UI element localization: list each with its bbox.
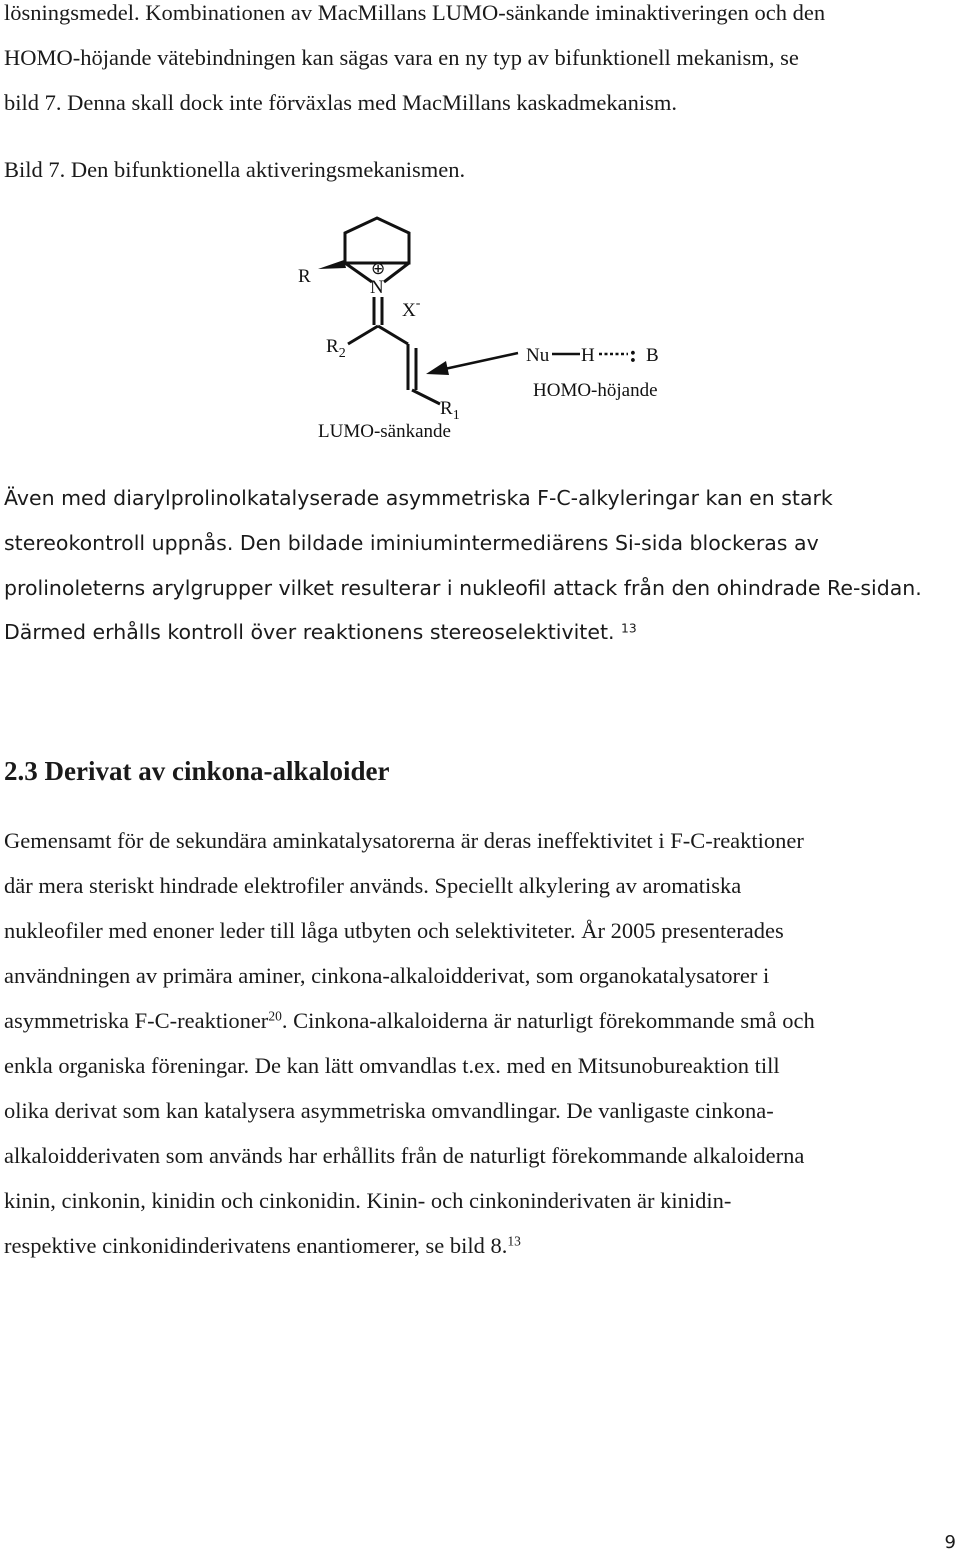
figure-caption: Bild 7. Den bifunktionella aktiveringsmekanismen. (4, 157, 466, 182)
arrow-head-icon (426, 361, 449, 375)
label-lumo: LUMO-sänkande (318, 421, 451, 442)
reaction-scheme-figure (0, 0, 960, 460)
text-line: prolinoleterns arylgrupper vilket resulterar i nukleofil attack från den ohindrade Re-sidan. (4, 576, 922, 600)
text-line: nukleofiler med enoner leder till låga utbyten och selektiviteter. År 2005 presenterades (4, 918, 784, 943)
text-line: Därmed erhålls kontroll över reaktionens stereoselektivitet. $^{13}$ (4, 620, 637, 644)
citation-ref: 13 (507, 1233, 521, 1249)
page-number: 9 (944, 1532, 956, 1553)
c-r1-bond (412, 390, 440, 404)
text-line: bild 7. Denna skall dock inte förväxlas med MacMillans kaskadmekanism. (4, 90, 677, 115)
pyrrolidine-ring (345, 218, 409, 263)
text-line: kinin, cinkonin, kinidin och cinkonidin. Kinin- och cinkoninderivaten är kinidin- (4, 1188, 732, 1213)
text-line: respektive cinkonidinderivatens enantiomerer, se bild 8.13 (4, 1233, 521, 1258)
label-homo: HOMO-höjande (533, 380, 658, 401)
ring-n-bond-left (345, 263, 372, 282)
section-heading: 2.3 Derivat av cinkona-alkaloider (4, 756, 390, 786)
label-h: H (581, 345, 595, 366)
c-c-bond (378, 326, 408, 344)
text-line: där mera steriskt hindrade elektrofiler används. Speciellt alkylering av aromatiska (4, 873, 742, 898)
label-b: B (646, 345, 659, 366)
text-line: lösningsmedel. Kombinationen av MacMillans LUMO-sänkande iminaktiveringen och den (4, 0, 826, 25)
c-r2-bond (348, 326, 378, 344)
text-line: asymmetriska F-C-reaktioner$^{20}$. Cinkona-alkaloiderna är naturligt förekommande små och (4, 1008, 815, 1033)
text-line: användningen av primära aminer, cinkona-alkaloidderivat, som organokatalysatorer i (4, 963, 770, 988)
text-line: olika derivat som kan katalysera asymmetriska omvandlingar. De vanligaste cinkona- (4, 1098, 774, 1123)
citation-ref: 13 (621, 621, 637, 636)
label-nu: Nu (526, 345, 550, 366)
positive-charge-icon: ⊕ (371, 259, 386, 278)
label-r: R (298, 266, 311, 287)
label-r2: $R_2$ (326, 336, 346, 361)
label-r1: $R_1$ (440, 398, 460, 423)
text-line: enkla organiska föreningar. De kan lätt omvandlas t.ex. med en Mitsunobureaktion till (4, 1053, 780, 1078)
label-n: N (370, 277, 384, 298)
attack-arrow (440, 353, 518, 370)
text-line: Gemensamt för de sekundära aminkatalysatorerna är deras ineffektivitet i F-C-reaktioner (4, 828, 804, 853)
text-line: HOMO-höjande vätebindningen kan sägas vara en ny typ av bifunktionell mekanism, se (4, 45, 799, 70)
lone-pair-icon: : (629, 342, 637, 368)
text-line: stereokontroll uppnås. Den bildade iminiumintermediärens Si-sida blockeras av (4, 531, 819, 555)
text-line: Även med diarylprolinolkatalyserade asymmetriska F-C-alkyleringar kan en stark (4, 486, 833, 510)
text-line: alkaloidderivaten som används har erhållits från de naturligt förekommande alkaloiderna (4, 1143, 805, 1168)
wedge-bond (318, 260, 346, 269)
citation-ref: 20 (268, 1008, 282, 1024)
ring-n-bond-right (384, 263, 409, 282)
label-x: X- (402, 296, 421, 321)
